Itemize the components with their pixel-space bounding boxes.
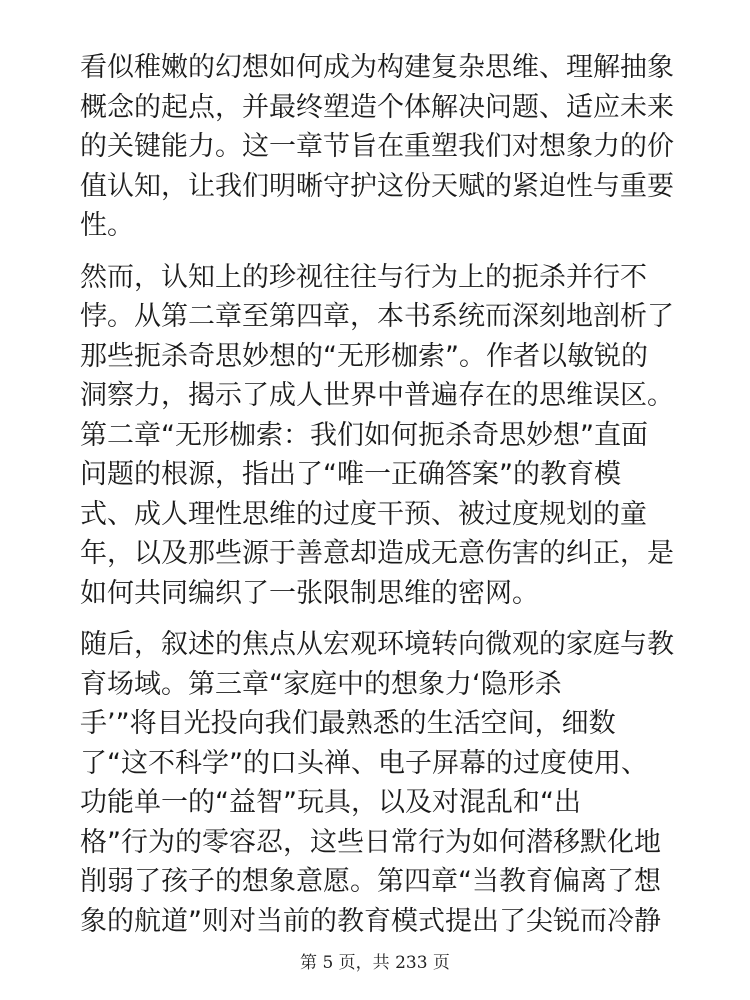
page-number-footer: 第 5 页，共 233 页: [300, 953, 450, 973]
text-line: 洞察力，揭示了成人世界中普遍存在的思维误区。: [80, 380, 674, 411]
text-line: 问题的根源，指出了“唯一正确答案”的教育模: [80, 459, 621, 490]
text-line: 了“这不科学”的口头禅、电子屏幕的过度使用、: [80, 747, 648, 779]
text-line: 值认知，让我们明晰守护这份天赋的紧迫性与重要: [80, 170, 674, 202]
text-line: 年，以及那些源于善意却造成无意伤害的纠正，是: [80, 538, 674, 569]
text-line: 削弱了孩子的想象意愿。第四章“当教育偏离了想: [80, 866, 661, 897]
text-line: 性。: [80, 210, 134, 241]
text-line: 然而，认知上的珍视往往与行为上的扼杀并行不: [80, 261, 647, 293]
text-line: 如何共同编织了一张限制思维的密网。: [80, 577, 539, 609]
text-line: 格”行为的零容忍，这些日常行为如何潜移默化地: [80, 826, 661, 858]
text-line: 的关键能力。这一章节旨在重塑我们对想象力的价: [80, 131, 674, 162]
paragraph-3: [80, 625, 680, 941]
document-body: [80, 48, 680, 953]
text-line: 概念的起点，并最终塑造个体解决问题、适应未来: [80, 91, 674, 123]
paragraph-1: [80, 48, 680, 246]
text-line: 象的航道”则对当前的教育模式提出了尖锐而冷静: [80, 905, 661, 937]
text-line: 悖。从第二章至第四章，本书系统而深刻地剖析了: [80, 301, 674, 332]
paragraph-2: [80, 258, 680, 614]
text-line: 育场域。第三章“家庭中的想象力‘隐形杀: [80, 668, 562, 700]
text-line: 随后，叙述的焦点从宏观环境转向微观的家庭与教: [80, 629, 674, 660]
text-line: 那些扼杀奇思妙想的“无形枷索”。作者以敏锐的: [80, 340, 648, 372]
text-line: 手’”将目光投向我们最熟悉的生活空间，细数: [80, 708, 616, 739]
text-line: 式、成人理性思维的过度干预、被过度规划的童: [80, 498, 647, 530]
text-line: 第二章“无形枷索：我们如何扼杀奇思妙想”直面: [80, 419, 648, 451]
text-line: 功能单一的“益智”玩具，以及对混乱和“出: [80, 787, 581, 818]
text-line: 看似稚嫩的幻想如何成为构建复杂思维、理解抽象: [80, 52, 674, 83]
